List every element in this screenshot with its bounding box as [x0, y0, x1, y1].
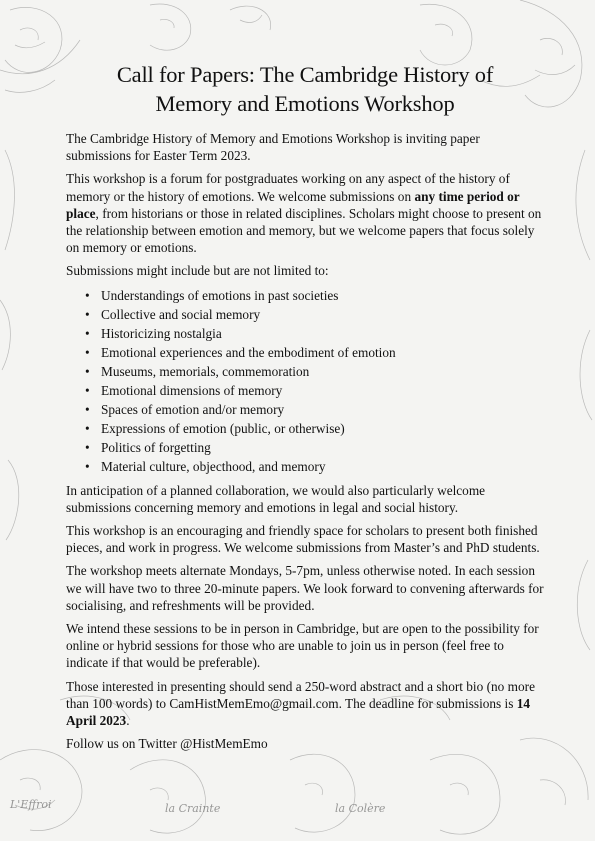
collaboration-paragraph: In anticipation of a planned collaboration, we would also particularly welcome submissions concerning memory and emotions in legal and social history.	[66, 482, 486, 515]
list-item: • Expressions of emotion (public, or otherwise)	[101, 419, 544, 438]
caption-left: L'Effroi	[10, 798, 52, 811]
list-item: • Emotional experiences and the embodiment of emotion	[101, 343, 544, 362]
list-item: • Historicizing nostalgia	[101, 324, 544, 343]
face-sketch	[5, 7, 62, 72]
schedule-paragraph: The workshop meets alternate Mondays, 5-7pm, unless otherwise noted. In each session we will have two to three 20-minute papers. We look forward to convening afterwards for socialising, and refreshments will be provided.	[66, 563, 544, 613]
list-item: • Spaces of emotion and/or memory	[101, 400, 544, 419]
title-line-2: Memory and Emotions Workshop	[155, 91, 455, 116]
document-body	[66, 60, 544, 758]
deadline-paragraph: Those interested in presenting should send a 250-word abstract and a short bio (no more than 100 words) to CamHistMemEmo@gmail.com. The deadline for submissions is 14 April 2023.	[66, 678, 535, 729]
caption-right: la Colère	[335, 802, 386, 815]
face-sketch	[290, 754, 355, 832]
deadline-date: 14 April 2023	[66, 695, 531, 729]
intro-paragraph: The Cambridge History of Memory and Emotions Workshop is inviting paper submissions for Easter Term 2023.	[66, 131, 480, 164]
twitter-line: Follow us on Twitter @HistMemEmo	[66, 736, 268, 752]
topics-list	[66, 286, 544, 476]
list-item: • Material culture, objecthood, and memory	[101, 457, 544, 476]
face-sketch	[430, 754, 500, 834]
space-paragraph: This workshop is an encouraging and friendly space for scholars to present both finished pieces, and work in progress. We welcome submissions from Master’s and PhD students.	[66, 523, 540, 556]
list-item: • Museums, memorials, commemoration	[101, 362, 544, 381]
forum-paragraph: This workshop is a forum for postgraduates working on any aspect of the history of memory or the history of emotions. We welcome submissions on any time period or place, from historians or those in related disciplines. Scholars might choose to present on the relationship between emotion and memory, but we welcome papers that focus solely on memory or emotions.	[66, 171, 542, 256]
page-title	[66, 60, 544, 118]
face-sketch	[420, 4, 472, 65]
title-line-1: Call for Papers: The Cambridge History of	[116, 62, 494, 87]
emphasis-time-period: any time period or place	[66, 188, 520, 221]
list-item: • Politics of forgetting	[101, 438, 544, 457]
list-item: • Collective and social memory	[101, 305, 544, 324]
caption-mid: la Crainte	[165, 802, 221, 815]
face-sketch	[0, 750, 82, 831]
list-item: • Emotional dimensions of memory	[101, 381, 544, 400]
submissions-intro: Submissions might include but are not limited to:	[66, 263, 329, 279]
list-item: • Understandings of emotions in past societies	[101, 286, 544, 305]
face-sketch	[150, 4, 191, 50]
format-paragraph: We intend these sessions to be in person in Cambridge, but are open to the possibility for online or hybrid sessions for those who are unable to join us in person (feel free to indicate if that would be preferable).	[66, 621, 539, 671]
face-sketch	[130, 760, 205, 833]
